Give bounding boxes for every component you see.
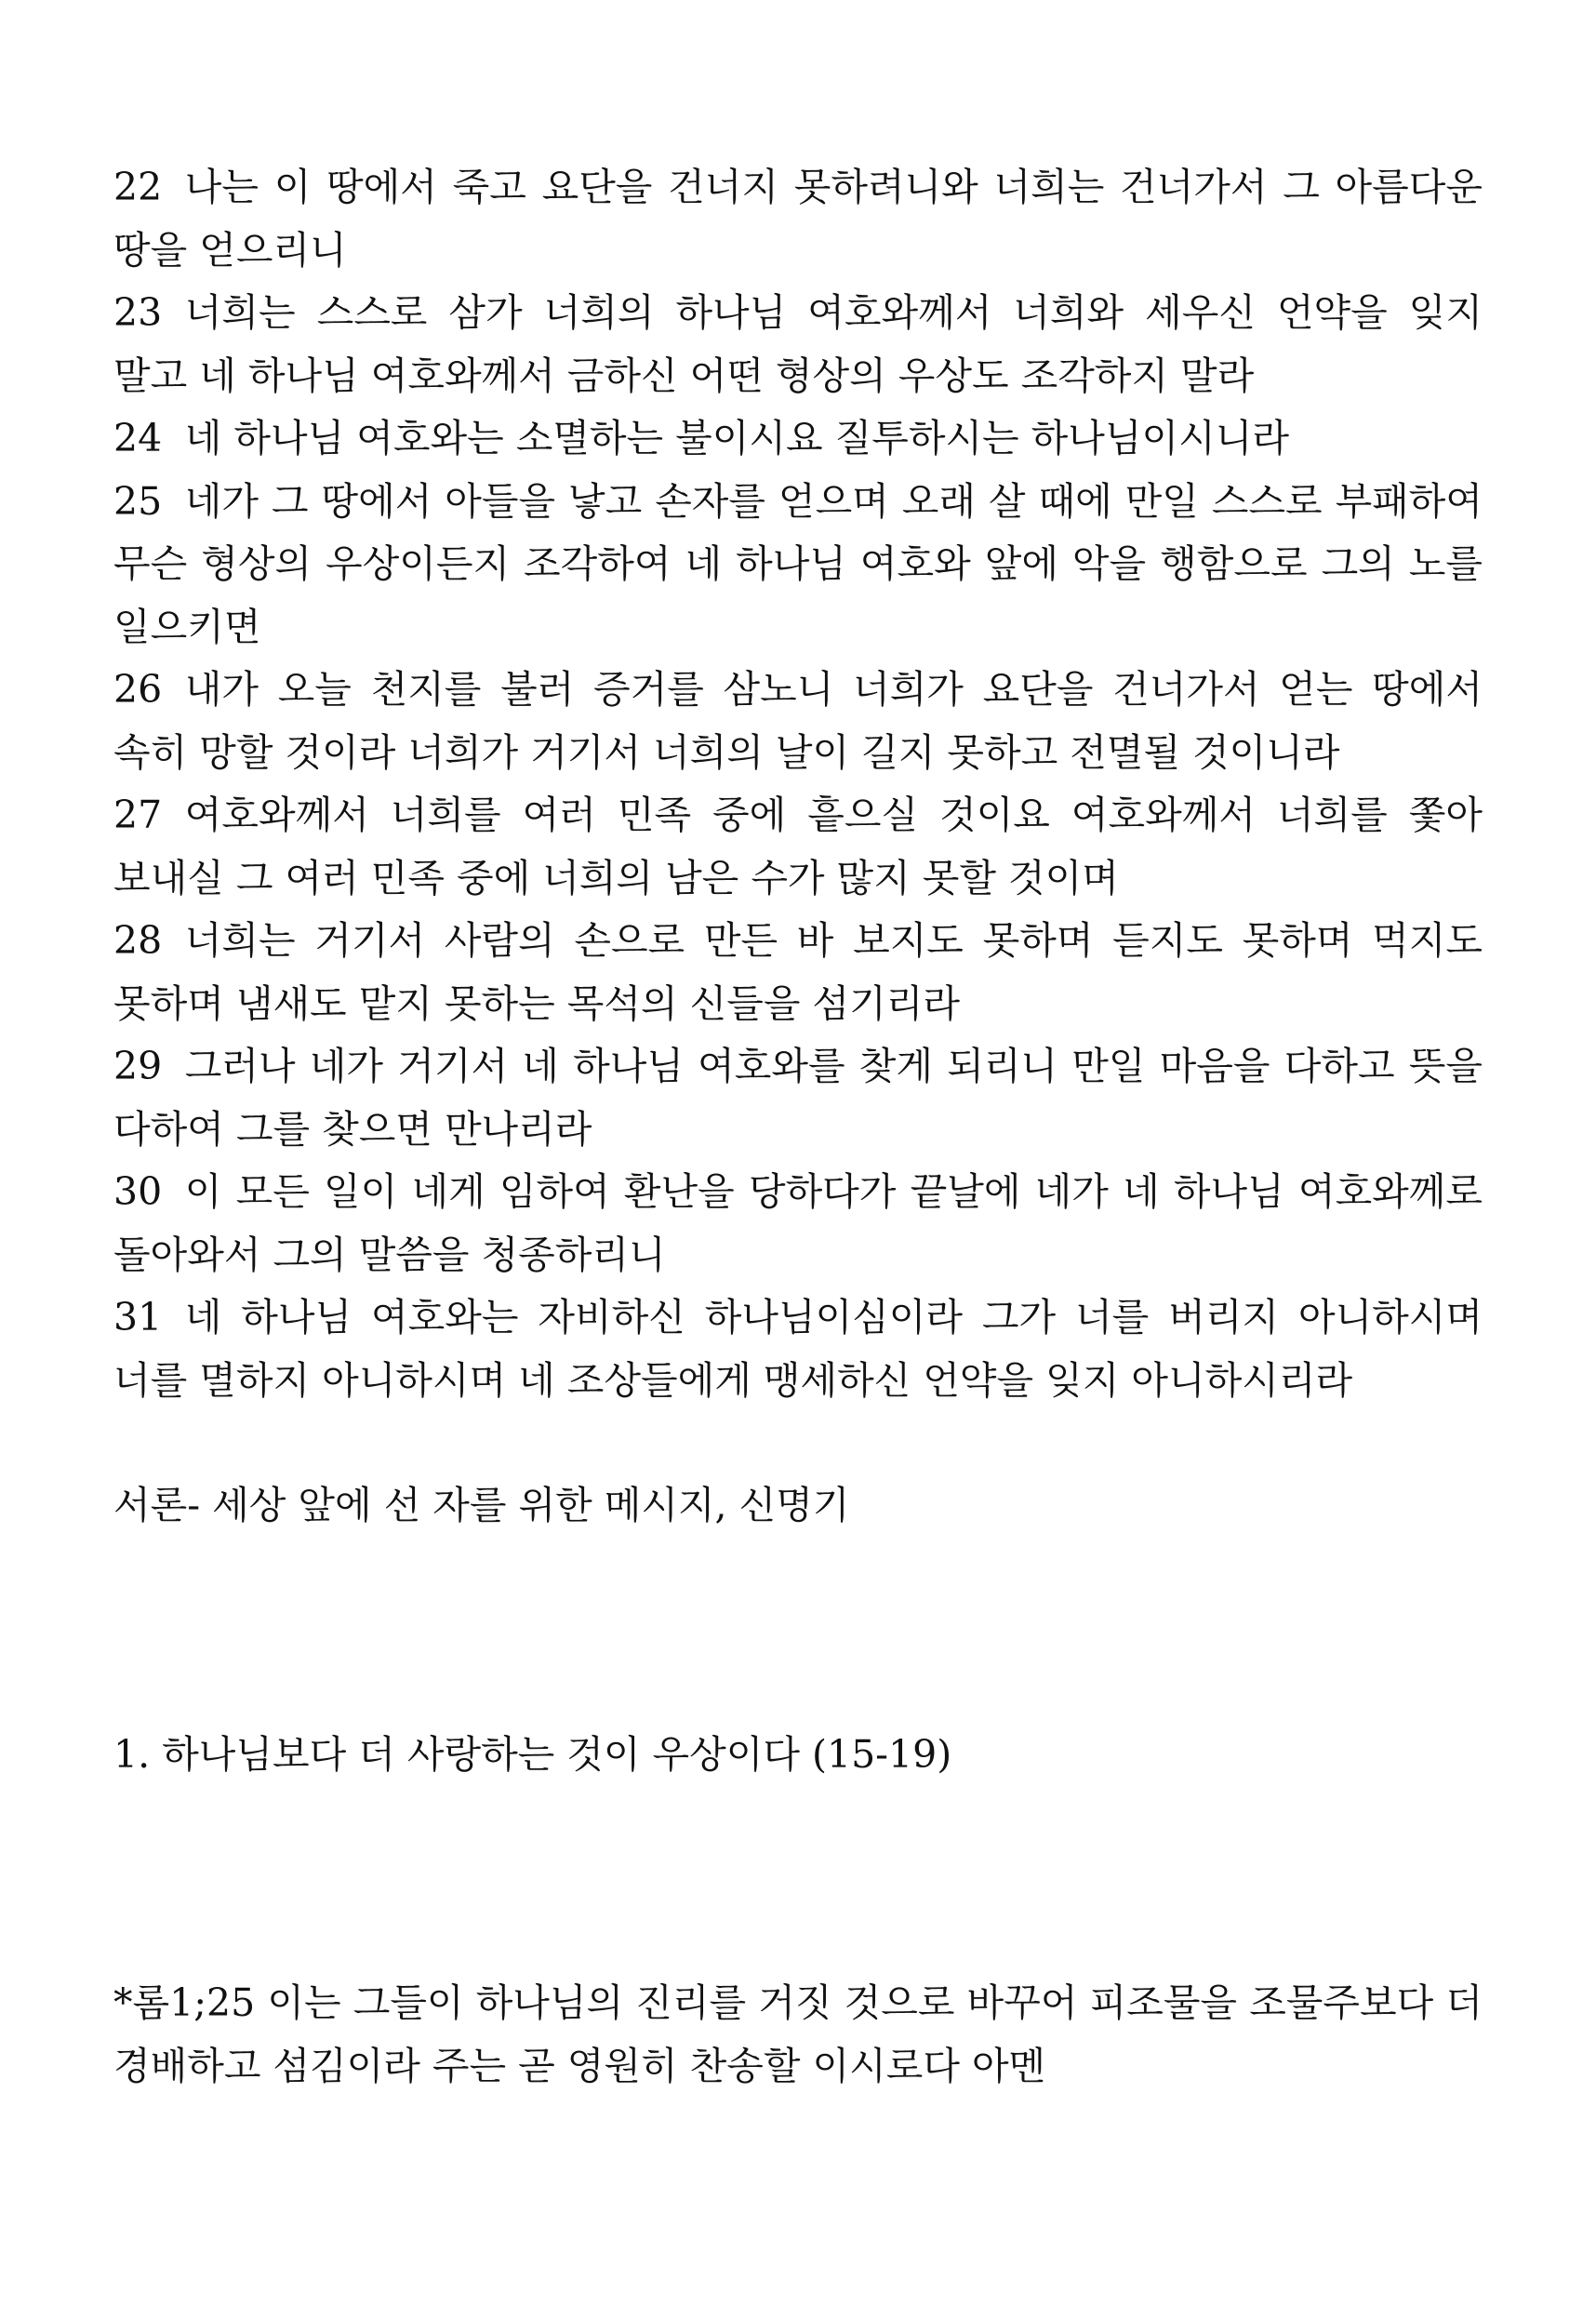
point-heading-1: 1. 하나님보다 더 사랑하는 것이 우상이다 (15-19): [113, 1731, 952, 1777]
verse-number: 22: [113, 165, 163, 209]
verse-number: 23: [113, 290, 163, 335]
verse-text: 너희는 스스로 삼가 너희의 하나님 여호와께서 너희와 세우신 언약을 잊지 말고 네 하나님 여호와께서 금하신 어떤 형상의 우상도 조각하지 말라: [113, 290, 1483, 398]
verse-25: [113, 471, 1483, 660]
spacer: [113, 1412, 1483, 1474]
verse-text: 나는 이 땅에서 죽고 요단을 건너지 못하려니와 너희는 건너가서 그 아름다운 땅을 얻으리니: [113, 165, 1483, 273]
verse-text: 이 모든 일이 네게 임하여 환난을 당하다가 끝날에 네가 네 하나님 여호와께로 돌아와서 그의 말씀을 청종하리니: [113, 1169, 1483, 1277]
verse-number: 30: [113, 1169, 163, 1214]
verse-number: 27: [113, 793, 163, 837]
verse-number: 31: [113, 1295, 163, 1340]
spacer: [113, 1538, 1483, 1724]
verse-number: 25: [113, 478, 163, 524]
verse-30: [113, 1161, 1483, 1286]
spacer: [113, 1786, 1483, 1972]
verse-text: 여호와께서 너희를 여러 민족 중에 흩으실 것이요 여호와께서 너희를 쫓아 보내실 그 여러 민족 중에 너희의 남은 수가 많지 못할 것이며: [113, 793, 1483, 900]
verse-27: [113, 784, 1483, 910]
cross-reference: *롬1;25 이는 그들이 하나님의 진리를 거짓 것으로 바꾸어 피조물을 조물주보다 더 경배하고 섬김이라 주는 곧 영원히 찬송할 이시로다 아멘: [113, 1980, 1483, 2088]
verse-text: 내가 오늘 천지를 불러 증거를 삼노니 너희가 요단을 건너가서 얻는 땅에서 속히 망할 것이라 너희가 거기서 너희의 날이 길지 못하고 전멸될 것이니라: [113, 667, 1483, 775]
intro-heading: 서론- 세상 앞에 선 자를 위한 메시지, 신명기: [113, 1483, 850, 1527]
verse-text: 너희는 거기서 사람의 손으로 만든 바 보지도 못하며 듣지도 못하며 먹지도 못하며 냄새도 맡지 못하는 목석의 신들을 섬기리라: [113, 918, 1483, 1026]
verse-text: 네가 그 땅에서 아들을 낳고 손자를 얻으며 오래 살 때에 만일 스스로 부패하여 무슨 형상의 우상이든지 조각하여 네 하나님 여호와 앞에 악을 행함으로 그의 노를 일으키면: [113, 478, 1483, 649]
verse-29: [113, 1035, 1483, 1161]
verse-text: 그러나 네가 거기서 네 하나님 여호와를 찾게 되리니 만일 마음을 다하고 뜻을 다하여 그를 찾으면 만나리라: [113, 1044, 1483, 1152]
verse-number: 28: [113, 918, 163, 963]
verse-31: [113, 1286, 1483, 1412]
document-page: [113, 156, 1483, 2098]
verse-23: [113, 282, 1483, 407]
verse-number: 29: [113, 1044, 163, 1088]
verse-24: [113, 407, 1483, 471]
verse-28: [113, 910, 1483, 1035]
verse-text: 네 하나님 여호와는 자비하신 하나님이심이라 그가 너를 버리지 아니하시며 너를 멸하지 아니하시며 네 조상들에게 맹세하신 언약을 잊지 아니하시리라: [113, 1295, 1483, 1403]
verse-number: 24: [113, 416, 163, 460]
verse-22: [113, 156, 1483, 282]
verse-text: 네 하나님 여호와는 소멸하는 불이시요 질투하시는 하나님이시니라: [184, 416, 1289, 460]
verse-26: [113, 659, 1483, 784]
verse-number: 26: [113, 667, 163, 712]
